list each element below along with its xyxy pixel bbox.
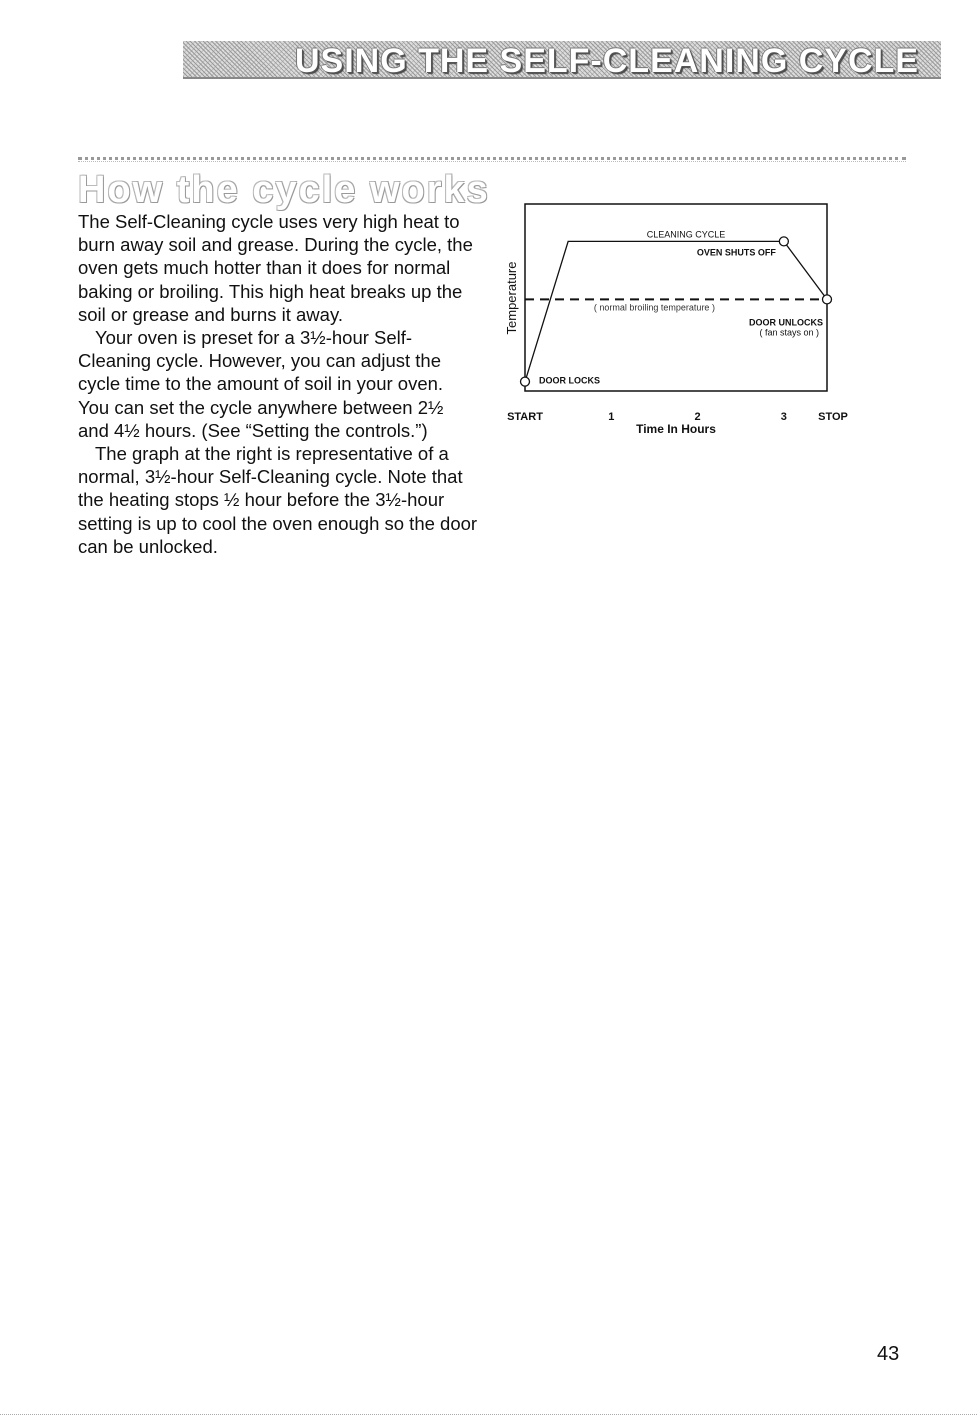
banner-title: USING THE SELF-CLEANING CYCLE: [294, 42, 919, 80]
section-divider: [78, 157, 906, 160]
annotation-oven-shuts-off: OVEN SHUTS OFF: [696, 247, 776, 258]
x-tick-label: START: [507, 411, 543, 423]
annotation-door-unlocks: DOOR UNLOCKS: [749, 317, 823, 328]
self-cleaning-cycle-chart: [490, 198, 860, 443]
annotation-fan-stays-on: ( fan stays on ): [759, 327, 819, 338]
paragraph-2: Your oven is preset for a 3½-hour Self-Cleaning cycle. However, you can adjust the cycle time to the amount of soil in your oven. You can set the cycle anywhere between 2½ and 4½ hours. (See “Setting the controls.”): [78, 327, 444, 441]
x-tick-label: 2: [694, 411, 701, 423]
x-tick-label: STOP: [818, 411, 848, 423]
bottom-divider: [0, 1414, 977, 1415]
header-banner: [183, 41, 941, 79]
door-unlocks-point-marker: [823, 295, 832, 304]
oven-shuts-off-point-marker: [779, 237, 788, 246]
x-axis-label: Time In Hours: [636, 422, 716, 436]
section-heading: How the cycle works: [78, 169, 490, 211]
paragraph-1: The Self-Cleaning cycle uses very high heat to burn away soil and grease. During the cycle, the oven gets much hotter than it does for normal baking or broiling. This high heat breaks up the soil or grease and burns it away.: [78, 211, 473, 325]
door-locks-point-marker: [521, 377, 530, 386]
page-number: 43: [877, 1343, 900, 1365]
body-text: [78, 210, 478, 558]
paragraph-3: The graph at the right is representative of a normal, 3½-hour Self-Cleaning cycle. Note that the heating stops ½ hour before the 3½-hour setting is up to cool the oven enough so the door can be unlocked.: [78, 443, 478, 557]
x-tick-label: 3: [780, 411, 787, 423]
section-divider-secondary: [78, 161, 906, 162]
y-axis-label: Temperature: [504, 261, 519, 335]
annotation-door-locks: DOOR LOCKS: [539, 375, 601, 386]
annotation-cleaning-cycle: CLEANING CYCLE: [646, 229, 726, 240]
x-tick-label: 1: [608, 411, 615, 423]
reference-line-label: ( normal broiling temperature ): [593, 302, 715, 313]
